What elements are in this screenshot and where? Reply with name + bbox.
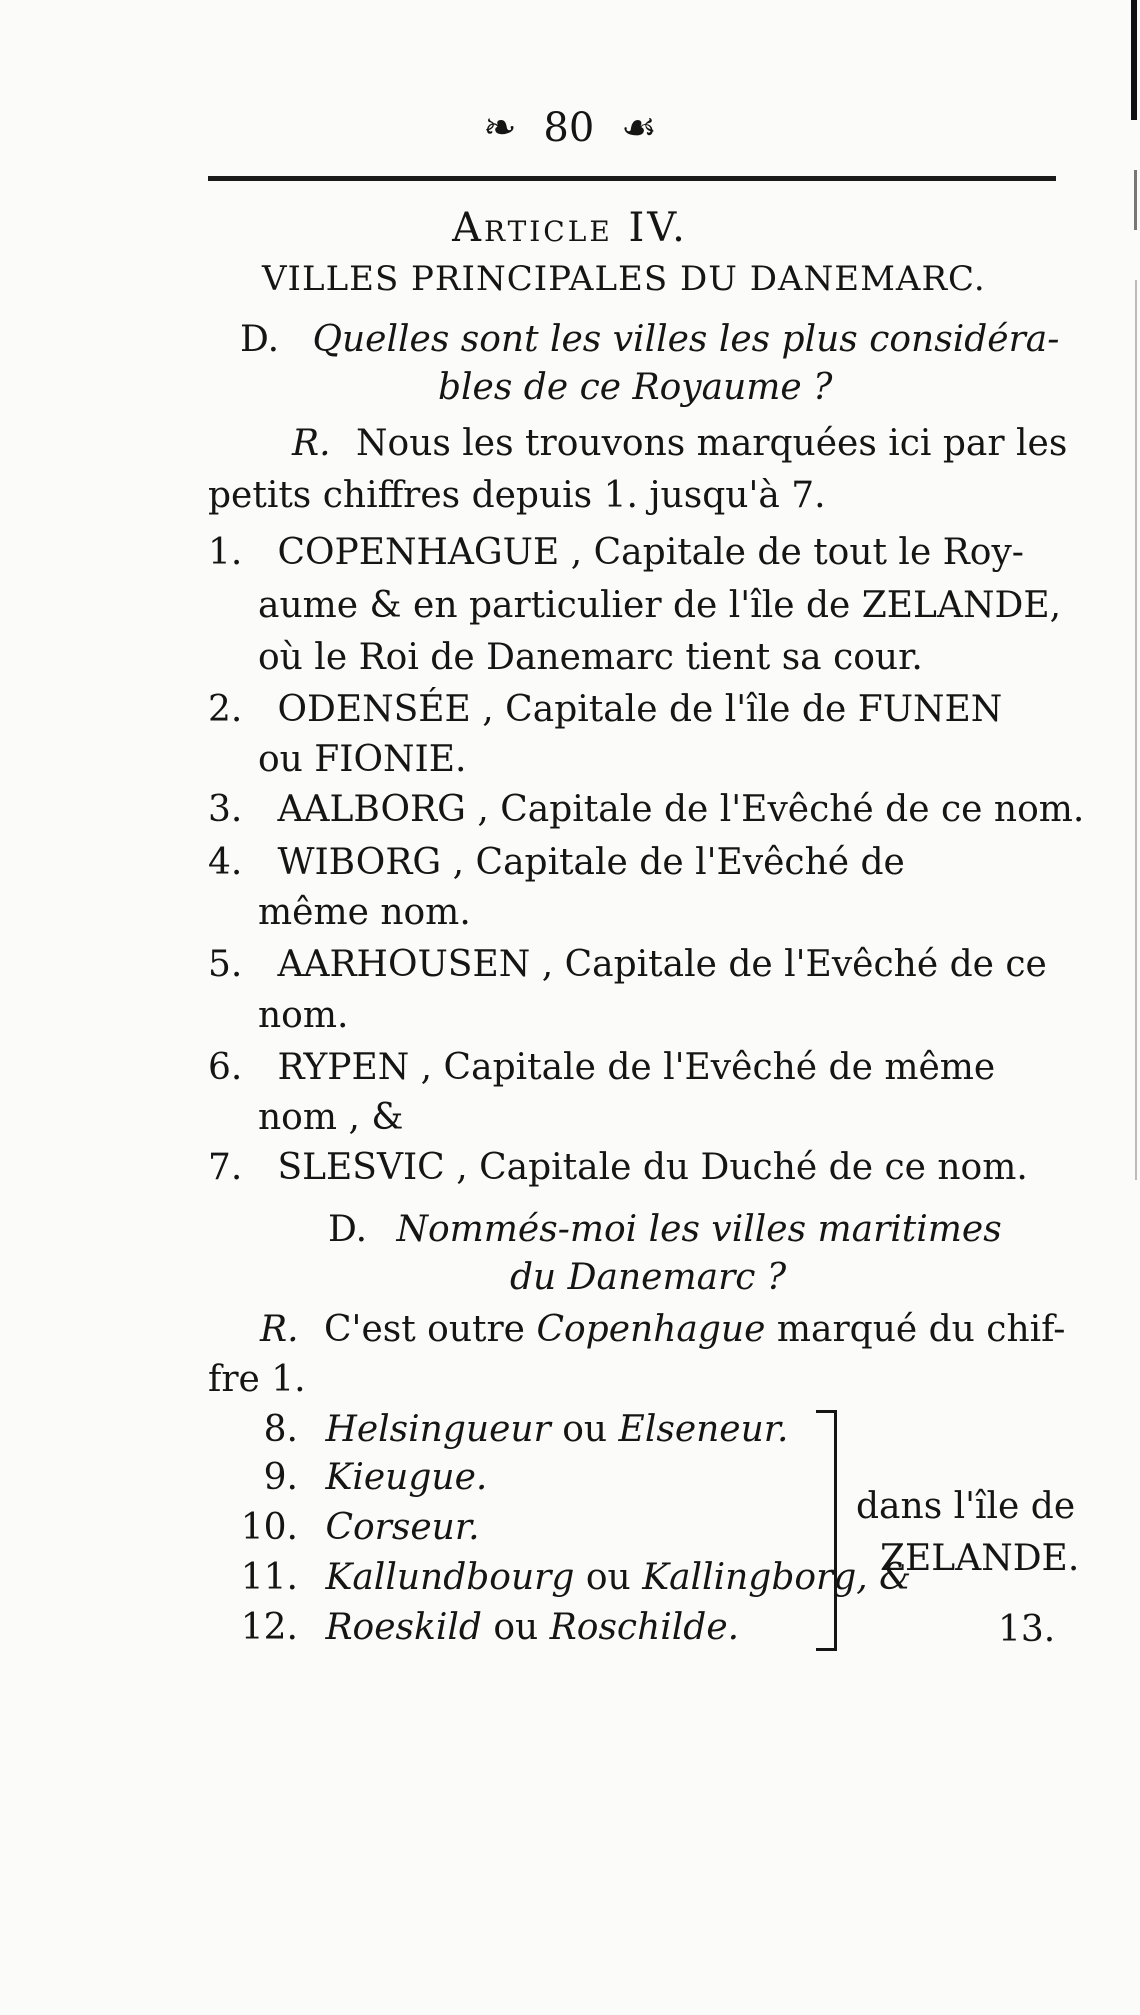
city-entry [208, 789, 1085, 830]
maritime-alt: Kallingborg, & [642, 1557, 912, 1598]
city-desc: , Capitale de l'Evêché de même [420, 1047, 996, 1088]
answer-city: Copenhague [536, 1309, 766, 1350]
answer-2 [260, 1309, 1066, 1350]
maritime-sep: ou [585, 1557, 631, 1598]
city-desc-cont: aume & en particulier de l'île de ZELANDE, [258, 585, 1062, 626]
maritime-entry [210, 1557, 912, 1598]
page-edge-shadow [1135, 280, 1137, 1180]
page-number: 80 [543, 105, 595, 151]
city-number: 4. [208, 842, 243, 883]
city-name: AARHOUSEN [277, 944, 531, 985]
city-name: RYPEN [277, 1047, 410, 1088]
city-desc: , Capitale de tout le Roy- [570, 532, 1024, 573]
header-rule [208, 176, 1056, 181]
maritime-alt: Elseneur. [618, 1409, 789, 1450]
page-edge-shadow [1131, 0, 1137, 120]
question-2-cont: du Danemarc ? [510, 1257, 787, 1298]
city-desc: , Capitale de l'île de FUNEN [482, 689, 1003, 730]
answer-text: C'est outre [324, 1309, 525, 1350]
maritime-number: 10. [240, 1507, 298, 1548]
maritime-entry [210, 1507, 480, 1548]
city-entry [208, 1147, 1028, 1188]
ornament-left: ❧ [483, 105, 517, 151]
maritime-entry [210, 1409, 789, 1450]
maritime-entry [210, 1607, 740, 1648]
city-desc-cont: ou FIONIE. [258, 739, 467, 780]
question-label: D. [328, 1209, 368, 1250]
city-desc-cont: même nom. [258, 892, 471, 933]
city-number: 6. [208, 1047, 243, 1088]
city-number: 3. [208, 789, 243, 830]
city-desc-cont: nom. [258, 995, 349, 1036]
maritime-number: 8. [263, 1409, 298, 1450]
city-desc: , Capitale de l'Evêché de ce nom. [477, 789, 1085, 830]
city-name: COPENHAGUE [277, 532, 560, 573]
answer-label: R. [292, 423, 331, 464]
city-number: 2. [208, 689, 243, 730]
city-entry [208, 944, 1047, 985]
city-name: ODENSÉE [277, 689, 471, 730]
catchword: 13. [998, 1609, 1056, 1650]
city-number: 7. [208, 1147, 243, 1188]
city-number: 5. [208, 944, 243, 985]
maritime-alt: Roschilde. [549, 1607, 740, 1648]
maritime-number: 9. [263, 1457, 298, 1498]
city-desc-cont: nom , & [258, 1097, 404, 1138]
maritime-name: Kieugue. [325, 1457, 488, 1498]
article-title: Article IV. [452, 205, 688, 251]
brace-note-line1: dans l'île de [856, 1486, 1076, 1527]
maritime-name: Corseur. [325, 1507, 480, 1548]
city-entry [208, 689, 1003, 730]
city-entry [208, 532, 1024, 573]
city-desc: , Capitale de l'Evêché de [452, 842, 905, 883]
question-text: Quelles sont les villes les plus considéra- [312, 319, 1060, 360]
city-name: SLESVIC [277, 1147, 445, 1188]
answer-2-cont: fre 1. [208, 1359, 306, 1400]
answer-1 [292, 423, 1068, 464]
maritime-number: 12. [240, 1607, 298, 1648]
maritime-number: 11. [240, 1557, 298, 1598]
question-1-cont: bles de ce Royaume ? [438, 367, 833, 408]
answer-1-cont: petits chiffres depuis 1. jusqu'à 7. [208, 475, 826, 516]
answer-label: R. [260, 1309, 299, 1350]
maritime-sep: ou [562, 1409, 608, 1450]
maritime-entry [210, 1457, 488, 1498]
grouping-brace [816, 1410, 837, 1651]
question-2 [328, 1209, 1002, 1250]
city-entry [208, 842, 905, 883]
question-label: D. [240, 319, 280, 360]
question-1 [240, 319, 1060, 360]
section-heading: VILLES PRINCIPALES DU DANEMARC. [262, 259, 986, 299]
city-desc: , Capitale de l'Evêché de ce [541, 944, 1047, 985]
city-name: AALBORG [277, 789, 466, 830]
city-number: 1. [208, 532, 243, 573]
maritime-name: Kallundbourg [325, 1557, 575, 1598]
question-text: Nommés-moi les villes maritimes [396, 1209, 1002, 1250]
answer-text: Nous les trouvons marquées ici par les [356, 423, 1068, 464]
brace-note-line2: ZELANDE. [880, 1538, 1080, 1579]
city-desc-cont: où le Roi de Danemarc tient sa cour. [258, 637, 923, 678]
city-desc: , Capitale du Duché de ce nom. [456, 1147, 1028, 1188]
maritime-name: Helsingueur [325, 1409, 551, 1450]
maritime-sep: ou [493, 1607, 539, 1648]
ornament-right: ☙ [621, 105, 657, 151]
answer-text: marqué du chif- [776, 1309, 1066, 1350]
maritime-name: Roeskild [325, 1607, 482, 1648]
page-header [0, 105, 1140, 151]
city-name: WIBORG [277, 842, 442, 883]
city-entry [208, 1047, 996, 1088]
